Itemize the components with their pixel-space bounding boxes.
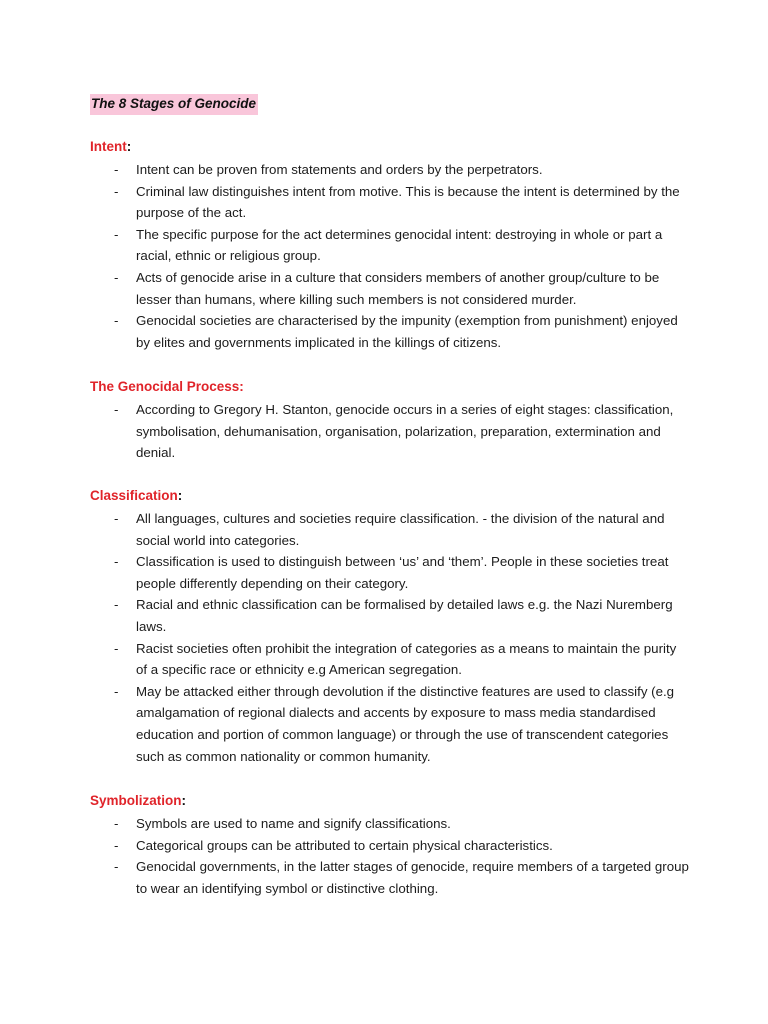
list-item: - Classification is used to distinguish between ‘us’ and ‘them’. People in these societies treat people differently depending on their category. xyxy=(114,554,669,591)
section-heading-text: Symbolization xyxy=(90,793,182,808)
list-item: - Racial and ethnic classification can be formalised by detailed laws e.g. the Nazi Nuremberg laws. xyxy=(114,597,673,634)
section-heading-text: Classification xyxy=(90,488,178,503)
section-classification xyxy=(90,487,690,767)
heading-colon: : xyxy=(177,488,183,503)
list-item: - May be attacked either through devolution if the distinctive features are used to classify (e.g amalgamation of regional dialects and accents by exposure to mass media standardised education and portion of common language) or through the use of transcendent categories such as common nationality or common humanity. xyxy=(114,683,675,764)
section-heading xyxy=(90,792,690,810)
bullet-list xyxy=(90,813,690,899)
section-symbolization xyxy=(90,792,690,899)
heading-colon: : xyxy=(126,139,132,154)
heading-colon: : xyxy=(181,793,187,808)
list-item: - Criminal law distinguishes intent from motive. This is because the intent is determined by the purpose of the act. xyxy=(114,183,680,221)
section-genocidal-process xyxy=(90,378,690,464)
bullet-list xyxy=(90,399,690,464)
section-heading xyxy=(90,378,690,396)
bullet-list xyxy=(90,159,690,353)
list-item: - Acts of genocide arise in a culture that considers members of another group/culture to be lesser than humans, where killing such members is not considered murder. xyxy=(114,269,660,307)
document-title: The 8 Stages of Genocide xyxy=(90,94,258,115)
section-heading xyxy=(90,138,690,156)
section-heading xyxy=(90,487,690,505)
section-heading-text: Intent xyxy=(90,139,127,154)
list-item: - Racist societies often prohibit the integration of categories as a means to maintain the purity of a specific race or ethnicity e.g American segregation. xyxy=(114,640,677,678)
list-item: - All languages, cultures and societies require classification. - the division of the natural and social world into categories. xyxy=(114,511,665,548)
bullet-list xyxy=(90,508,690,767)
section-heading-text: The Genocidal Process: xyxy=(90,379,244,394)
list-item: - The specific purpose for the act determines genocidal intent: destroying in whole or part a racial, ethnic or religious group. xyxy=(114,226,663,264)
list-item: - Genocidal governments, in the latter stages of genocide, require members of a targeted group to wear an identifying symbol or distinctive clothing. xyxy=(114,859,689,896)
list-item: - Categorical groups can be attributed to certain physical characteristics. xyxy=(114,837,553,853)
list-item: - Genocidal societies are characterised by the impunity (exemption from punishment) enjoyed by elites and governments implicated in the killings of citizens. xyxy=(114,313,678,350)
list-item: - Intent can be proven from statements and orders by the perpetrators. xyxy=(114,162,543,177)
list-item: - According to Gregory H. Stanton, genocide occurs in a series of eight stages: classification, symbolisation, dehumanisation, organisation, polarization, preparation, extermination and denial. xyxy=(114,402,674,461)
section-intent xyxy=(90,138,690,353)
list-item: - Symbols are used to name and signify classifications. xyxy=(114,816,451,831)
